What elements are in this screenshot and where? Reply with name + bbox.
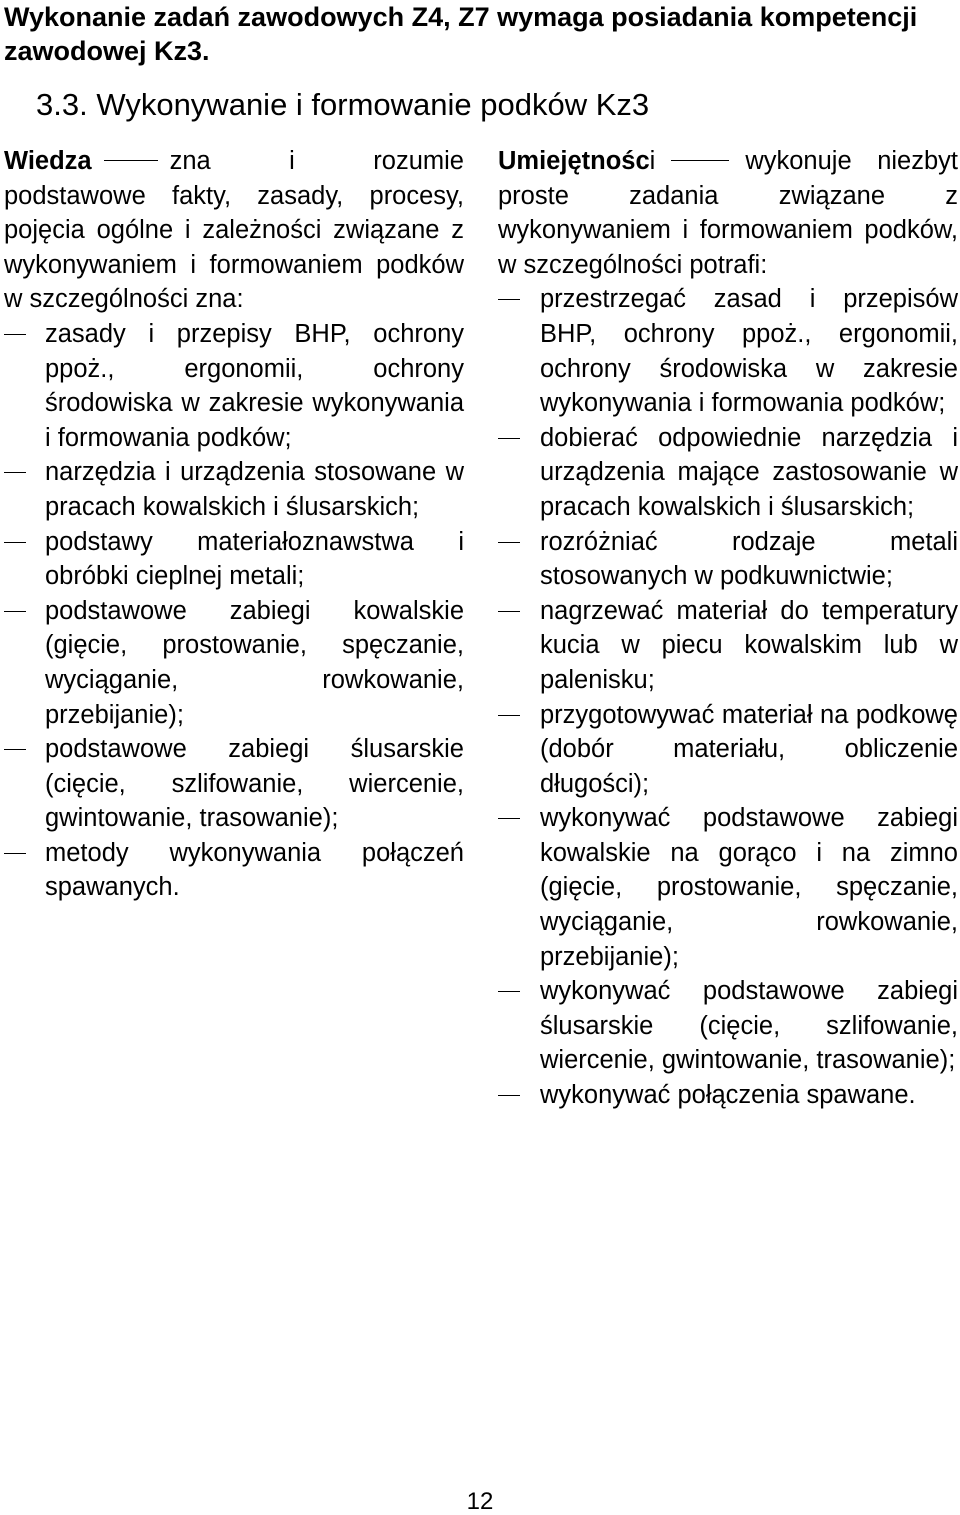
list-item: rozróżniać rodzaje metali stosowanych w podkuwnictwie; xyxy=(498,525,958,594)
dash-separator xyxy=(671,160,729,161)
knowledge-lead-text: zna i rozumie podstawowe fakty, zasady, procesy, pojęcia ogólne i zależności związane z wykonywaniem i formowaniem podków w szczególności zna: xyxy=(4,147,464,314)
intro-paragraph: Wykonanie zadań zawodowych Z4, Z7 wymaga posiadania kompetencji zawodowej Kz3. xyxy=(4,2,918,66)
section-number: 3.3. xyxy=(36,87,88,122)
dash-bullet xyxy=(498,1095,520,1096)
list-item: wykonywać podstawowe zabiegi ślusarskie (cięcie, szlifowanie, wiercenie, gwintowanie, trasowanie); xyxy=(498,974,958,1078)
dash-bullet xyxy=(498,611,520,612)
page-number: 12 xyxy=(466,1488,494,1515)
skills-lead-text: wykonuje niezbyt proste zadania związane z wykonywaniem i formowaniem podków, w szczególności potrafi: xyxy=(498,147,958,279)
skills-column xyxy=(498,144,958,1113)
list-item: przygotowywać materiał na podkowę (dobór materiału, obliczenie długości); xyxy=(498,698,958,802)
dash-bullet xyxy=(498,715,520,716)
list-item: narzędzia i urządzenia stosowane w pracach kowalskich i ślusarskich; xyxy=(4,455,464,524)
list-item: przestrzegać zasad i przepisów BHP, ochrony ppoż., ergonomii, ochrony środowiska w zakresie wykonywania i formowania podków; xyxy=(498,282,958,420)
knowledge-list xyxy=(4,317,464,905)
dash-bullet xyxy=(4,334,26,335)
list-item: metody wykonywania połączeń spawanych. xyxy=(4,836,464,905)
skills-label: Umiejętnośc xyxy=(498,147,650,175)
list-item: nagrzewać materiał do temperatury kucia w piecu kowalskim lub w palenisku; xyxy=(498,594,958,698)
dash-separator xyxy=(104,160,158,161)
dash-bullet xyxy=(4,542,26,543)
section-title: Wykonywanie i formowanie podków Kz3 xyxy=(96,87,650,122)
dash-bullet xyxy=(4,611,26,612)
list-item: wykonywać podstawowe zabiegi kowalskie na gorąco i na zimno (gięcie, prostowanie, spęczanie, wyciąganie, rowkowanie, przebijanie); xyxy=(498,801,958,974)
list-item: zasady i przepisy BHP, ochrony ppoż., ergonomii, ochrony środowiska w zakresie wykonywania i formowania podków; xyxy=(4,317,464,455)
skills-label-suffix: i xyxy=(649,147,656,175)
list-item: podstawowe zabiegi ślusarskie (cięcie, szlifowanie, wiercenie, gwintowanie, trasowanie); xyxy=(4,732,464,836)
section-heading xyxy=(4,86,954,124)
skills-lead xyxy=(498,144,958,282)
list-item: wykonywać połączenia spawane. xyxy=(498,1078,958,1113)
dash-bullet xyxy=(498,299,520,300)
dash-bullet xyxy=(498,991,520,992)
dash-bullet xyxy=(498,818,520,819)
knowledge-label: Wiedza xyxy=(4,147,92,175)
knowledge-column xyxy=(4,144,464,905)
dash-bullet xyxy=(4,853,26,854)
list-item: podstawowe zabiegi kowalskie (gięcie, prostowanie, spęczanie, wyciąganie, rowkowanie, przebijanie); xyxy=(4,594,464,732)
knowledge-lead xyxy=(4,144,464,317)
list-item: dobierać odpowiednie narzędzia i urządzenia mające zastosowanie w pracach kowalskich i ślusarskich; xyxy=(498,421,958,525)
dash-bullet xyxy=(498,542,520,543)
dash-bullet xyxy=(498,438,520,439)
list-item: podstawy materiałoznawstwa i obróbki cieplnej metali; xyxy=(4,525,464,594)
skills-list xyxy=(498,282,958,1112)
dash-bullet xyxy=(4,472,26,473)
dash-bullet xyxy=(4,749,26,750)
